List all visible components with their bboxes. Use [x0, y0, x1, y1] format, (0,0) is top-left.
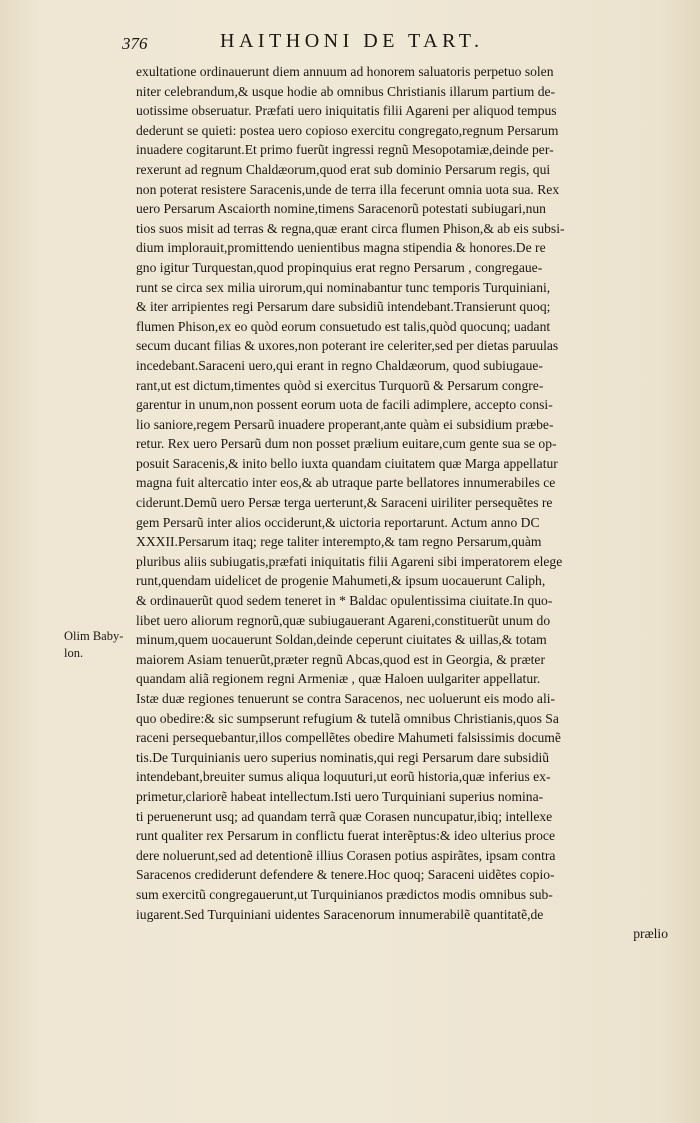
page-number: 376	[122, 34, 148, 53]
text-line: dium implorauit,promittendo uenientibus magna stipendia & honores.De re	[136, 240, 546, 256]
text-line: gno igitur Turquestan,quod propinquius erat regno Persarum , congregaue-	[136, 259, 543, 275]
body-text	[136, 62, 676, 944]
running-title: HAITHONI DE TART.	[220, 30, 484, 52]
text-line: non poterat resistere Saracenis,unde de terra illa fecerunt omnia uota sua. Rex	[136, 181, 560, 197]
text-line: tis.De Turquinianis uero superius nominatis,qui regi Persarum dare subsidiũ	[136, 749, 550, 765]
text-line: exultatione ordinauerunt diem annuum ad honorem saluatoris perpetuo solen	[136, 64, 554, 79]
text-line: maiorem Asiam tenuerũt,præter regnũ Abcas,quod est in Georgia, & præter	[136, 651, 545, 667]
text-line: pluribus aliis subiugatis,præfati iniquitatis filii Agareni sibi imperatorem elege	[136, 553, 563, 569]
text-line: & iter arripientes regi Persarum dare subsidiũ intendebant.Transierunt quoq;	[136, 299, 551, 315]
text-line: uotissime obseruatur. Præfati uero iniquitatis filii Agareni per aliquod tempus	[136, 103, 557, 119]
text-line: Saracenos crediderunt defendere & tenere.Hoc quoq; Saraceni uidẽtes copio-	[136, 867, 555, 883]
text-line: posuit Saracenis,& inito bello iuxta quandam ciuitatem quæ Marga appellatur	[136, 455, 558, 471]
text-line: iugarent.Sed Turquiniani uidentes Saracenorum innumerabilẽ quantitatẽ,de	[136, 906, 544, 922]
text-line: inuadere cogitarunt.Et primo fuerũt ingressi regnũ Mesopotamiæ,deinde per-	[136, 142, 554, 158]
text-line: tios suos misit ad terras & regna,quæ erant circa flumen Phison,& ab eis subsi-	[136, 220, 565, 236]
text-line: sum exercitũ congregauerunt,ut Turquinianos prædictos modis omnibus sub-	[136, 886, 553, 902]
text-line: Istæ duæ regiones tenuerunt se contra Saracenos, nec uoluerunt eis modo ali-	[136, 691, 556, 706]
text-line: niter celebrandum,& usque hodie ab omnibus Christianis illarum partium de-	[136, 83, 556, 99]
text-line: runt qualiter rex Persarum in conflictu fuerat interẽptus:& ideo ulterius proce	[136, 828, 556, 844]
text-line: intendebant,breuiter sumus aliqua loquuturi,ut eorũ historia,quæ inferius ex-	[136, 769, 551, 785]
text-line: raceni persequebantur,illos compellẽtes obedire Mahumeti falsissimis documẽ	[136, 730, 561, 746]
text-line: uero Persarum Ascaiorth nomine,timens Saracenorũ potestati subiugari,nun	[136, 201, 546, 217]
text-line: flumen Phison,ex eo quòd eorum consuetudo est talis,quòd quocunq; uadant	[136, 318, 551, 334]
margin-note	[64, 628, 134, 662]
page-header	[100, 30, 580, 58]
text-line: minum,quem uocauerunt Soldan,deinde ceperunt ciuitates & uillas,& totam	[136, 632, 547, 648]
text-line: magna fuit altercatio inter eos,& ab utraque parte bellatores innumerabiles ce	[136, 475, 556, 491]
text-line: prælio	[633, 926, 668, 942]
text-line: quandam aliã regionem regni Armeniæ , quæ Haloen uulgariter appellatur.	[136, 671, 541, 687]
text-line: dederunt se quieti: postea uero copioso exercitu congregato,regnum Persarum	[136, 122, 559, 138]
text-line: quo obedire:& sic sumpserunt refugium & tutelã omnibus Christianis,quos Sa	[136, 710, 559, 726]
margin-note-line: lon.	[64, 646, 84, 660]
text-line: secum ducant filias & uxores,non poterant ire celeriter,sed per dietas paruulas	[136, 338, 559, 354]
text-line: runt,quendam uidelicet de progenie Mahumeti,& ipsum uocauerunt Caliph,	[136, 573, 546, 589]
text-line: primetur,clariorẽ habeat intellectum.Isti uero Turquiniani superius nomina-	[136, 788, 544, 804]
text-line: libet uero aliorum regnorũ,quæ subiugauerant Agareni,constituerũt unum do	[136, 612, 551, 628]
text-line: runt se circa sex milia uirorum,qui nominabantur tunc temporis Turquiniani,	[136, 279, 551, 295]
text-line: ciderunt.Demũ uero Persæ terga uerterunt,& Saraceni uiriliter persequẽtes re	[136, 495, 553, 511]
text-line: ti peruenerunt usq; ad quandam terrã quæ Corasen nuncupatur,ibiq; intellexe	[136, 808, 553, 824]
text-line: dere noluerunt,sed ad detentionẽ illius Corasen potius aspirãtes, ipsam contra	[136, 847, 556, 863]
margin-note-line: Olim Baby-	[64, 629, 124, 643]
text-line: lio saniore,regem Persarũ inuadere properant,ante quàm ei subsidium præbe-	[136, 416, 554, 432]
text-line: retur. Rex uero Persarũ dum non posset prælium euitare,cum gente sua se op-	[136, 436, 557, 452]
text-line: XXXII.Persarum itaq; rege taliter interempto,& tam regno Persarum,quàm	[136, 534, 542, 550]
text-line: gem Persarũ inter alios occiderunt,& uictoria reportarunt. Actum anno DC	[136, 514, 540, 530]
text-line: & ordinauerũt quod sedem teneret in * Baldac opulentissima ciuitate.In quo-	[136, 593, 553, 609]
text-line: rexerunt ad regnum Chaldæorum,quod erat sub dominio Persarum regis, qui	[136, 161, 551, 177]
text-line: rant,ut est dictum,timentes quòd si exercitus Turquorũ & Persarum congre-	[136, 377, 544, 393]
text-line: garentur in unum,non possent eorum uota de facili adimplere, accepto consi-	[136, 397, 553, 413]
text-line: incedebant.Saraceni uero,qui erant in regno Chaldæorum, quod subiugaue-	[136, 357, 543, 373]
